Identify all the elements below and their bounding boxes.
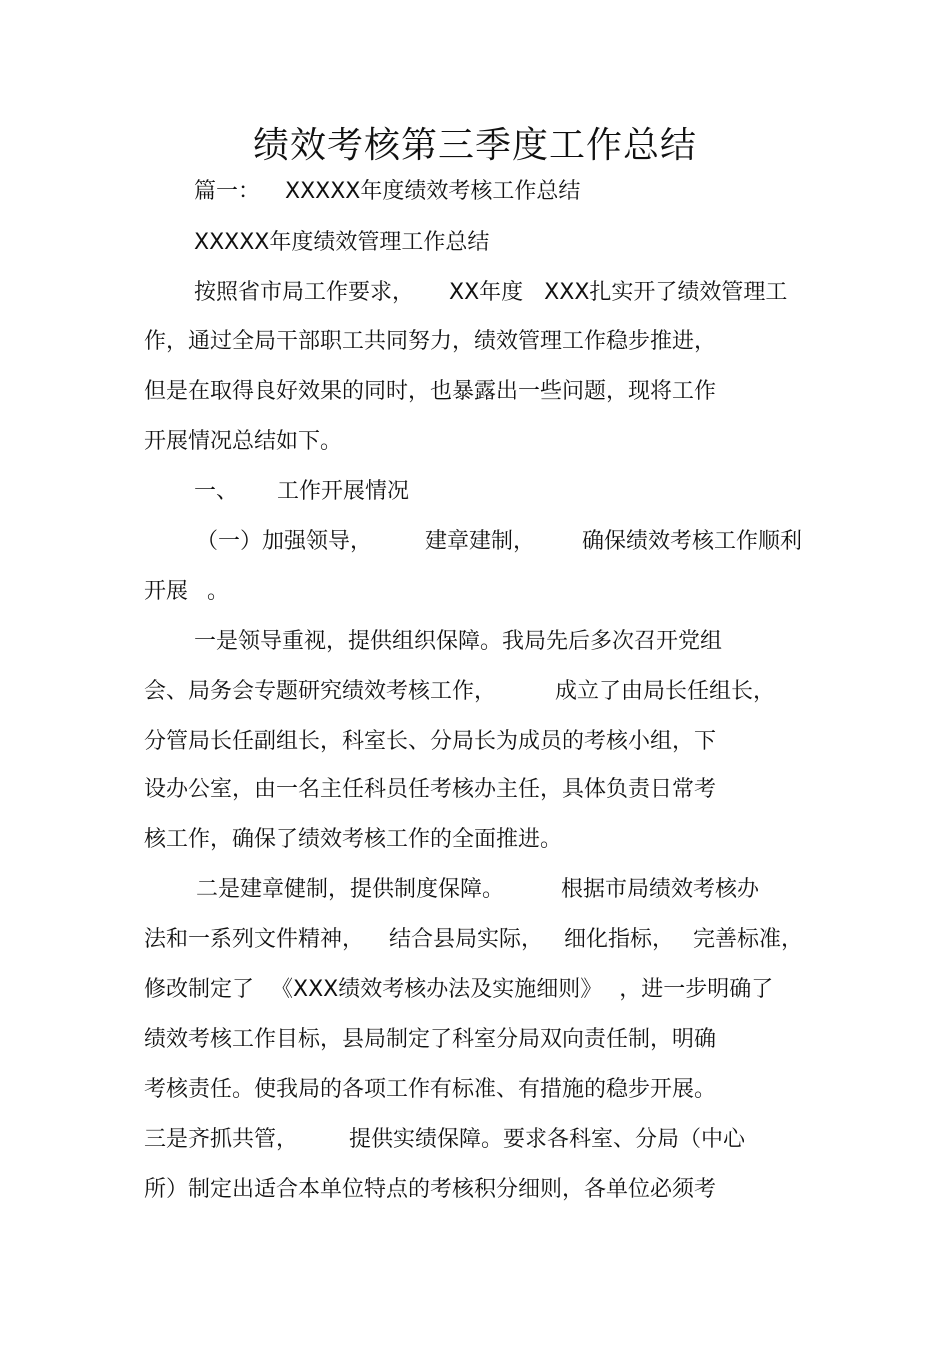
text-line <box>144 427 342 457</box>
text-segment: 二是建章健制，提供制度保障。 <box>196 877 505 902</box>
text-segment: 设办公室，由一名主任科员任考核办主任，具体负责日常考 <box>144 777 717 802</box>
text-segment: 绩效考核工作目标，县局制定了科室分局双向责任制，明确 <box>144 1027 717 1052</box>
text-segment: 核工作，确保了绩效考核工作的全面推进。 <box>144 827 563 852</box>
text-segment: 修改制定了 <box>144 977 255 1002</box>
text-segment: 按照省市局工作要求， <box>194 280 415 305</box>
text-line <box>196 875 759 905</box>
text-line <box>194 627 722 657</box>
text-line <box>144 1175 716 1205</box>
text-segment: 开展 <box>144 579 189 604</box>
text-line <box>144 1075 716 1105</box>
text-segment: 根据市局绩效考核办 <box>561 877 760 902</box>
text-segment: 分管局长任副组长，科室长、分局长为成员的考核小组，下 <box>144 729 717 754</box>
text-segment: 会、局务会专题研究绩效考核工作， <box>144 679 497 704</box>
text-segment: 完善标准， <box>693 927 804 952</box>
text-line <box>144 825 562 855</box>
text-line <box>194 177 580 207</box>
text-segment: 确保绩效考核工作顺利 <box>582 529 803 554</box>
text-line <box>144 727 716 757</box>
text-segment: 法和一系列文件精神， <box>144 927 365 952</box>
text-segment: XXXXX年度绩效管理工作总结 <box>194 230 490 255</box>
text-segment: 但是在取得良好效果的同时，也暴露出一些问题，现将工作 <box>144 379 717 404</box>
text-segment: 作，通过全局干部职工共同努力，绩效管理工作稳步推进， <box>144 329 717 354</box>
text-segment: 成立了由局长任组长， <box>555 679 776 704</box>
text-line <box>144 577 229 607</box>
text-segment: 建章建制， <box>425 529 536 554</box>
text-line <box>144 775 716 805</box>
text-segment: 三是齐抓共管， <box>144 1127 299 1152</box>
text-line <box>144 327 716 357</box>
text-line <box>194 228 489 258</box>
text-segment: 一、 <box>194 479 239 504</box>
text-segment: XXX扎实开了绩效管理工 <box>544 280 788 305</box>
text-line <box>144 1025 716 1055</box>
text-line <box>144 377 716 407</box>
text-segment: 《XXX绩效考核办法及实施细则》 <box>271 977 603 1002</box>
text-segment: ，进一步明确了 <box>619 977 774 1002</box>
text-segment: 结合县局实际， <box>389 927 544 952</box>
text-segment: 考核责任。使我局的各项工作有标准、有措施的稳步开展。 <box>144 1077 717 1102</box>
text-segment: 篇一： <box>194 179 261 204</box>
text-segment: XX年度 <box>449 280 524 305</box>
text-segment: XXXXX年度绩效考核工作总结 <box>285 179 581 204</box>
text-segment: 开展情况总结如下。 <box>144 429 343 454</box>
text-segment: 工作开展情况 <box>277 479 410 504</box>
section-heading <box>194 477 409 507</box>
text-line <box>194 278 787 308</box>
text-segment: 一是领导重视，提供组织保障。我局先后多次召开党组 <box>194 629 723 654</box>
text-segment: 细化指标， <box>564 927 675 952</box>
text-segment: （一）加强领导， <box>196 529 373 554</box>
subsection-heading <box>196 527 802 557</box>
text-line <box>144 925 803 955</box>
text-line <box>144 677 775 707</box>
text-segment: 所）制定出适合本单位特点的考核积分细则，各单位必须考 <box>144 1177 717 1202</box>
text-segment: 提供实绩保障。要求各科室、分局（中心 <box>349 1127 746 1152</box>
text-segment: 。 <box>207 579 230 604</box>
document-title: 绩效考核第三季度工作总结 <box>252 125 697 166</box>
text-line <box>144 975 773 1005</box>
text-line <box>144 1125 745 1155</box>
